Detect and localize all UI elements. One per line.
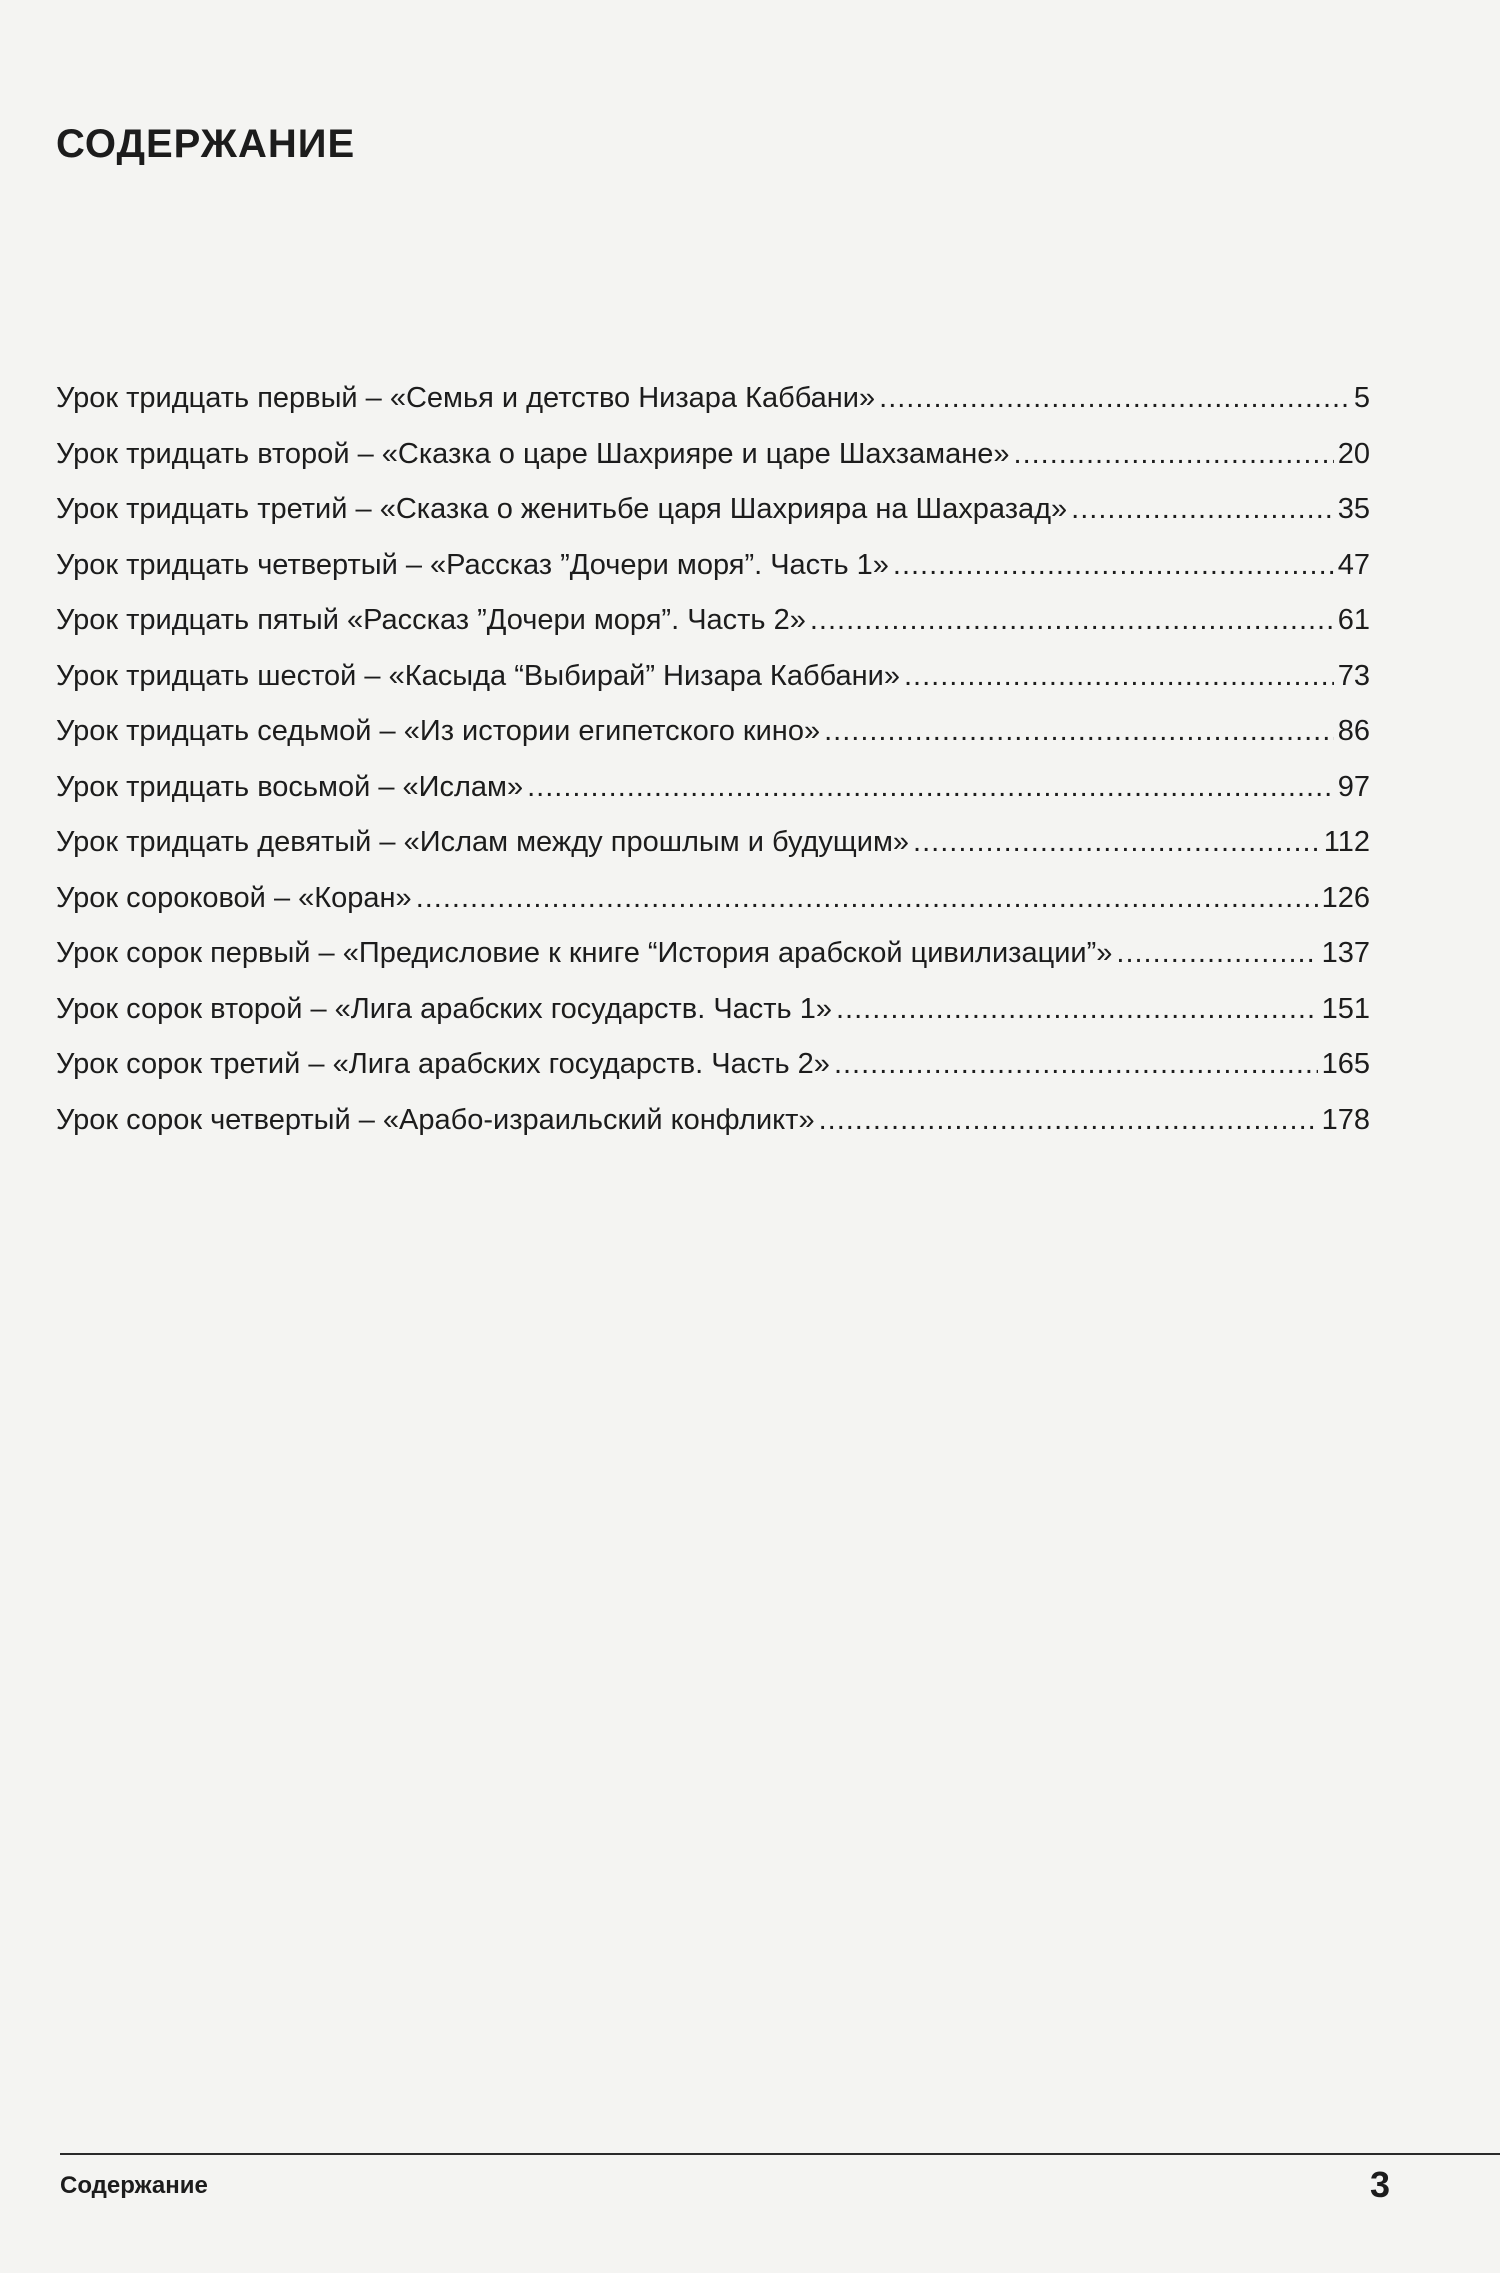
toc-entry-title: Урок тридцать третий – «Сказка о женитьбе царя Шахрияра на Шахразад» [56, 493, 1068, 525]
toc-entry-page: 61 [1337, 604, 1370, 636]
toc-entry [56, 493, 1370, 549]
toc-entry [56, 382, 1370, 438]
toc-entry-page: 137 [1321, 937, 1370, 969]
toc-entry-title: Урок тридцать четвертый – «Рассказ ”Дочери моря”. Часть 1» [56, 548, 889, 581]
toc-entry-page: 126 [1321, 881, 1370, 914]
toc-entry-page: 112 [1323, 826, 1370, 858]
toc-entry [56, 882, 1370, 938]
toc-entry-title: Урок тридцать девятый – «Ислам между прошлым и будущим» [56, 826, 910, 858]
toc-entry-title: Урок сорок третий – «Лига арабских государств. Часть 2» [56, 1048, 830, 1080]
toc-dot-leader [810, 604, 1334, 637]
page-number: 3 [1369, 2164, 1390, 2205]
toc-entry [56, 826, 1370, 882]
toc-entry [56, 438, 1370, 494]
toc-entry-page: 151 [1321, 992, 1370, 1025]
toc-entry-title: Урок тридцать первый – «Семья и детство Низара Каббани» [56, 382, 876, 414]
toc-entry [56, 660, 1370, 716]
footer-divider [60, 2153, 1500, 2155]
toc-dot-leader [834, 1048, 1318, 1081]
toc-entry-title: Урок сороковой – «Коран» [56, 881, 412, 914]
toc-entry [56, 1048, 1370, 1104]
toc-entry [56, 715, 1370, 771]
toc-entry-title: Урок тридцать седьмой – «Из истории египетского кино» [56, 715, 821, 747]
toc-dot-leader [893, 549, 1334, 582]
toc-entry-page: 35 [1337, 493, 1370, 525]
toc-entry-page: 97 [1337, 770, 1370, 803]
toc-dot-leader [836, 993, 1318, 1026]
toc-entry [56, 549, 1370, 605]
toc-entry-page: 178 [1321, 1103, 1370, 1136]
toc-entry-page: 73 [1337, 659, 1370, 692]
toc-entry [56, 937, 1370, 993]
toc-dot-leader [824, 715, 1334, 748]
toc-entry-title: Урок сорок четвертый – «Арабо-израильский конфликт» [56, 1103, 815, 1136]
toc-dot-leader [416, 882, 1318, 915]
page-title: СОДЕРЖАНИЕ [56, 122, 356, 166]
toc-dot-leader [527, 771, 1334, 804]
toc-dot-leader [1071, 493, 1334, 526]
toc-entry [56, 1104, 1370, 1160]
toc-entry-title: Урок сорок первый – «Предисловие к книге “История арабской цивилизации”» [56, 937, 1113, 969]
toc-entry-title: Урок тридцать второй – «Сказка о царе Шахрияре и царе Шахзамане» [56, 437, 1010, 470]
toc-entry-page: 47 [1337, 548, 1370, 581]
toc-entry-page: 86 [1337, 715, 1370, 747]
running-footer-label: Содержание [60, 2172, 208, 2199]
toc-dot-leader [904, 660, 1334, 693]
toc-entry-title: Урок тридцать шестой – «Касыда “Выбирай” Низара Каббани» [56, 659, 900, 692]
toc-dot-leader [1014, 438, 1334, 471]
toc-dot-leader [1116, 937, 1317, 970]
toc-dot-leader [913, 826, 1320, 859]
toc-entry-title: Урок тридцать пятый «Рассказ ”Дочери моря”. Часть 2» [56, 604, 806, 636]
toc-dot-leader [879, 382, 1350, 415]
table-of-contents [56, 382, 1370, 1159]
toc-entry-page: 5 [1353, 382, 1370, 414]
toc-entry-title: Урок сорок второй – «Лига арабских государств. Часть 1» [56, 992, 832, 1025]
toc-entry-page: 165 [1321, 1048, 1370, 1080]
toc-entry [56, 604, 1370, 660]
toc-entry [56, 771, 1370, 827]
toc-entry-title: Урок тридцать восьмой – «Ислам» [56, 770, 524, 803]
toc-entry-page: 20 [1337, 437, 1370, 470]
toc-dot-leader [819, 1104, 1318, 1137]
toc-entry [56, 993, 1370, 1049]
